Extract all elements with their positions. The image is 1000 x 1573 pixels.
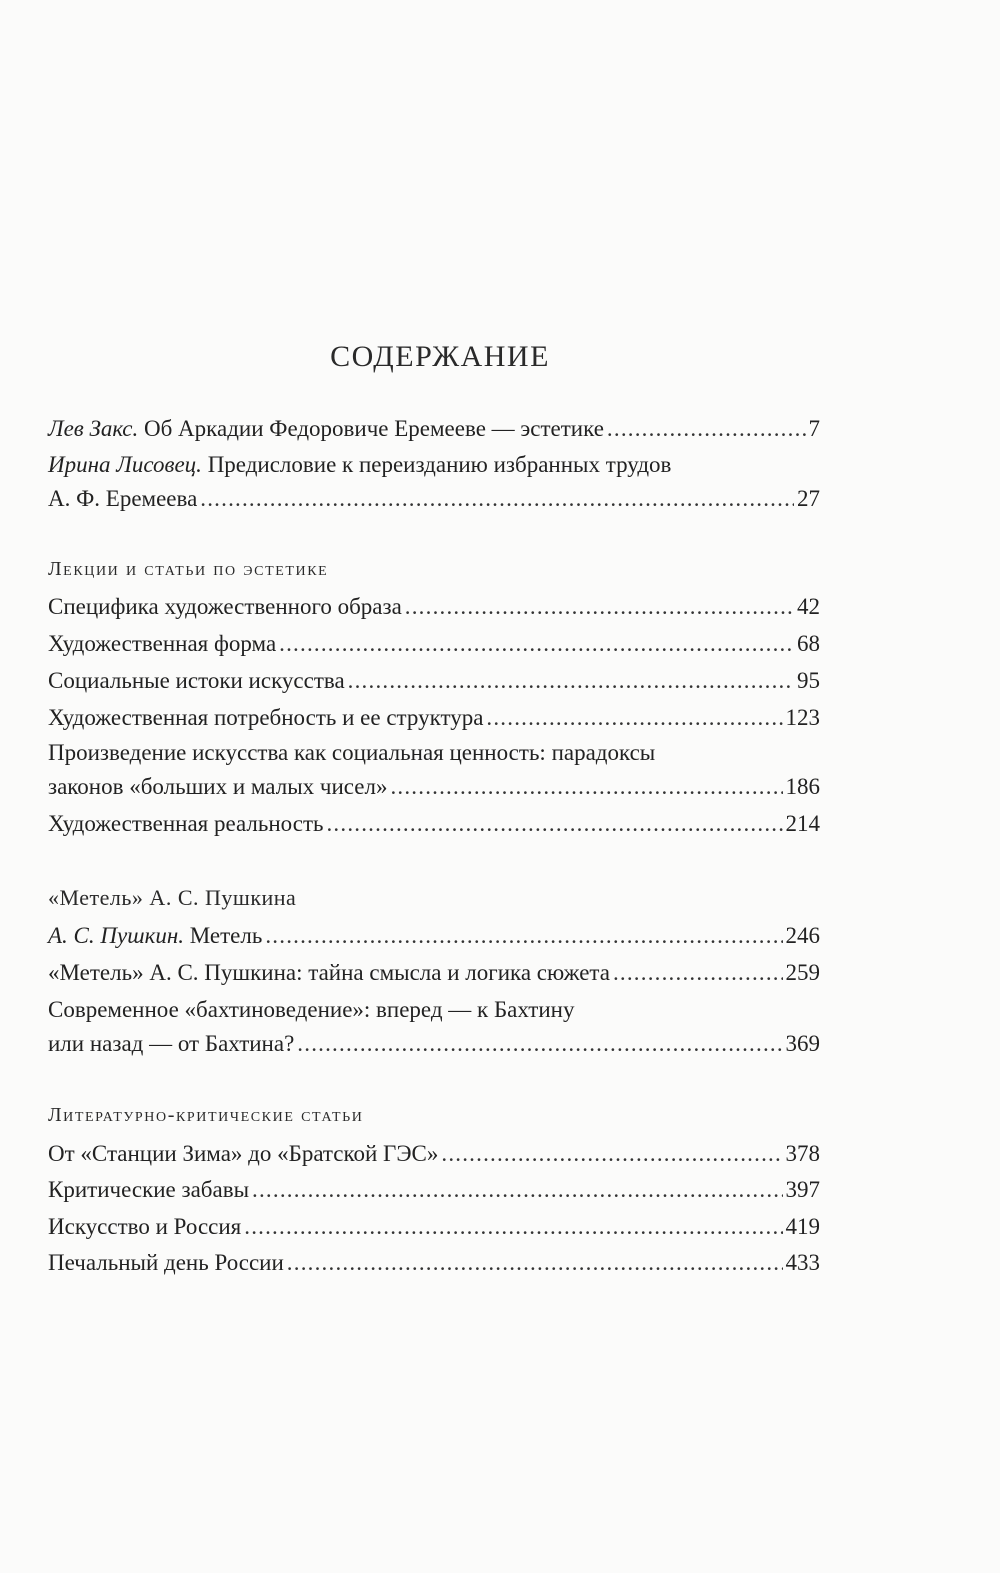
entry-title-cont: А. Ф. Еремеева (48, 486, 198, 511)
entry-author: А. С. Пушкин. (48, 923, 184, 948)
toc-entry[interactable] (48, 1210, 820, 1244)
leader-dots (405, 590, 794, 624)
toc-entry[interactable] (48, 627, 820, 661)
toc-entry[interactable] (48, 807, 820, 841)
page-number: 378 (785, 1141, 820, 1166)
toc-entry[interactable] (48, 993, 820, 1061)
entry-title: Критические забавы (48, 1177, 250, 1202)
entry-title-cont: законов «больших и малых чисел» (48, 774, 388, 799)
page-number: 186 (785, 774, 820, 799)
entry-title: Специфика художественного образа (48, 594, 402, 619)
toc-entry[interactable] (48, 664, 820, 698)
entry-title: Художественная потребность и ее структура (48, 705, 484, 730)
entry-author: Ирина Лисовец. (48, 452, 202, 477)
toc-entry-zaks[interactable] (48, 412, 820, 446)
toc-entry[interactable] (48, 919, 820, 953)
entry-title: Искусство и Россия (48, 1214, 242, 1239)
toc-entry[interactable] (48, 590, 820, 624)
leader-dots (348, 664, 794, 698)
entry-title: Метель (189, 923, 263, 948)
section-heading-text: «Метель» А. С. Пушкина (48, 885, 297, 910)
entry-title: Предисловие к переизданию избранных трудов (207, 452, 672, 477)
leader-dots (297, 1027, 782, 1061)
page-number: 259 (785, 960, 820, 985)
leader-dots (613, 956, 783, 990)
page-number: 214 (785, 811, 820, 836)
entry-title: Произведение искусства как социальная ценность: парадоксы (48, 740, 656, 765)
page-number: 123 (785, 705, 820, 730)
leader-dots (607, 412, 806, 446)
toc-entry[interactable] (48, 956, 820, 990)
page-number: 42 (797, 594, 820, 619)
toc-entry[interactable] (48, 1173, 820, 1207)
leader-dots (279, 627, 794, 661)
page-number: 68 (797, 631, 820, 656)
leader-dots (200, 482, 794, 516)
leader-dots (486, 701, 782, 735)
entry-title: «Метель» А. С. Пушкина: тайна смысла и логика сюжета (48, 960, 610, 985)
entry-title: От «Станции Зима» до «Братской ГЭС» (48, 1141, 439, 1166)
entry-author: Лев Закс. (48, 416, 139, 441)
toc-entry[interactable] (48, 701, 820, 735)
entry-title: Художественная форма (48, 631, 277, 656)
page-number: 419 (785, 1214, 820, 1239)
leader-dots (441, 1137, 782, 1171)
leader-dots (265, 919, 782, 953)
section-heading-critical: Литературно-критические статьи (48, 1104, 364, 1126)
entry-title: Печальный день России (48, 1250, 284, 1275)
page-number: 246 (785, 923, 820, 948)
toc-entry[interactable] (48, 736, 820, 804)
entry-title-cont: или назад — от Бахтина? (48, 1031, 295, 1056)
toc-entry-lisovets[interactable] (48, 448, 820, 516)
section-heading-aesthetics: Лекции и статьи по эстетике (48, 558, 329, 580)
leader-dots (252, 1173, 782, 1207)
leader-dots (287, 1246, 783, 1280)
leader-dots (244, 1210, 782, 1244)
section-heading-metel (48, 883, 296, 913)
page-number: 7 (808, 416, 820, 441)
entry-title: Социальные истоки искусства (48, 668, 345, 693)
page-number: 369 (785, 1031, 820, 1056)
entry-title: Современное «бахтиноведение»: вперед — к Бахтину (48, 997, 575, 1022)
page-number: 433 (785, 1250, 820, 1275)
page-number: 95 (797, 668, 820, 693)
leader-dots (390, 770, 782, 804)
page-number: 397 (785, 1177, 820, 1202)
page-title: СОДЕРЖАНИЕ (330, 340, 550, 373)
entry-title: Об Аркадии Федоровиче Еремееве — эстетике (144, 416, 604, 441)
entry-title: Художественная реальность (48, 811, 324, 836)
toc-entry[interactable] (48, 1246, 820, 1280)
page-number: 27 (797, 486, 820, 511)
toc-entry[interactable] (48, 1137, 820, 1171)
leader-dots (326, 807, 782, 841)
